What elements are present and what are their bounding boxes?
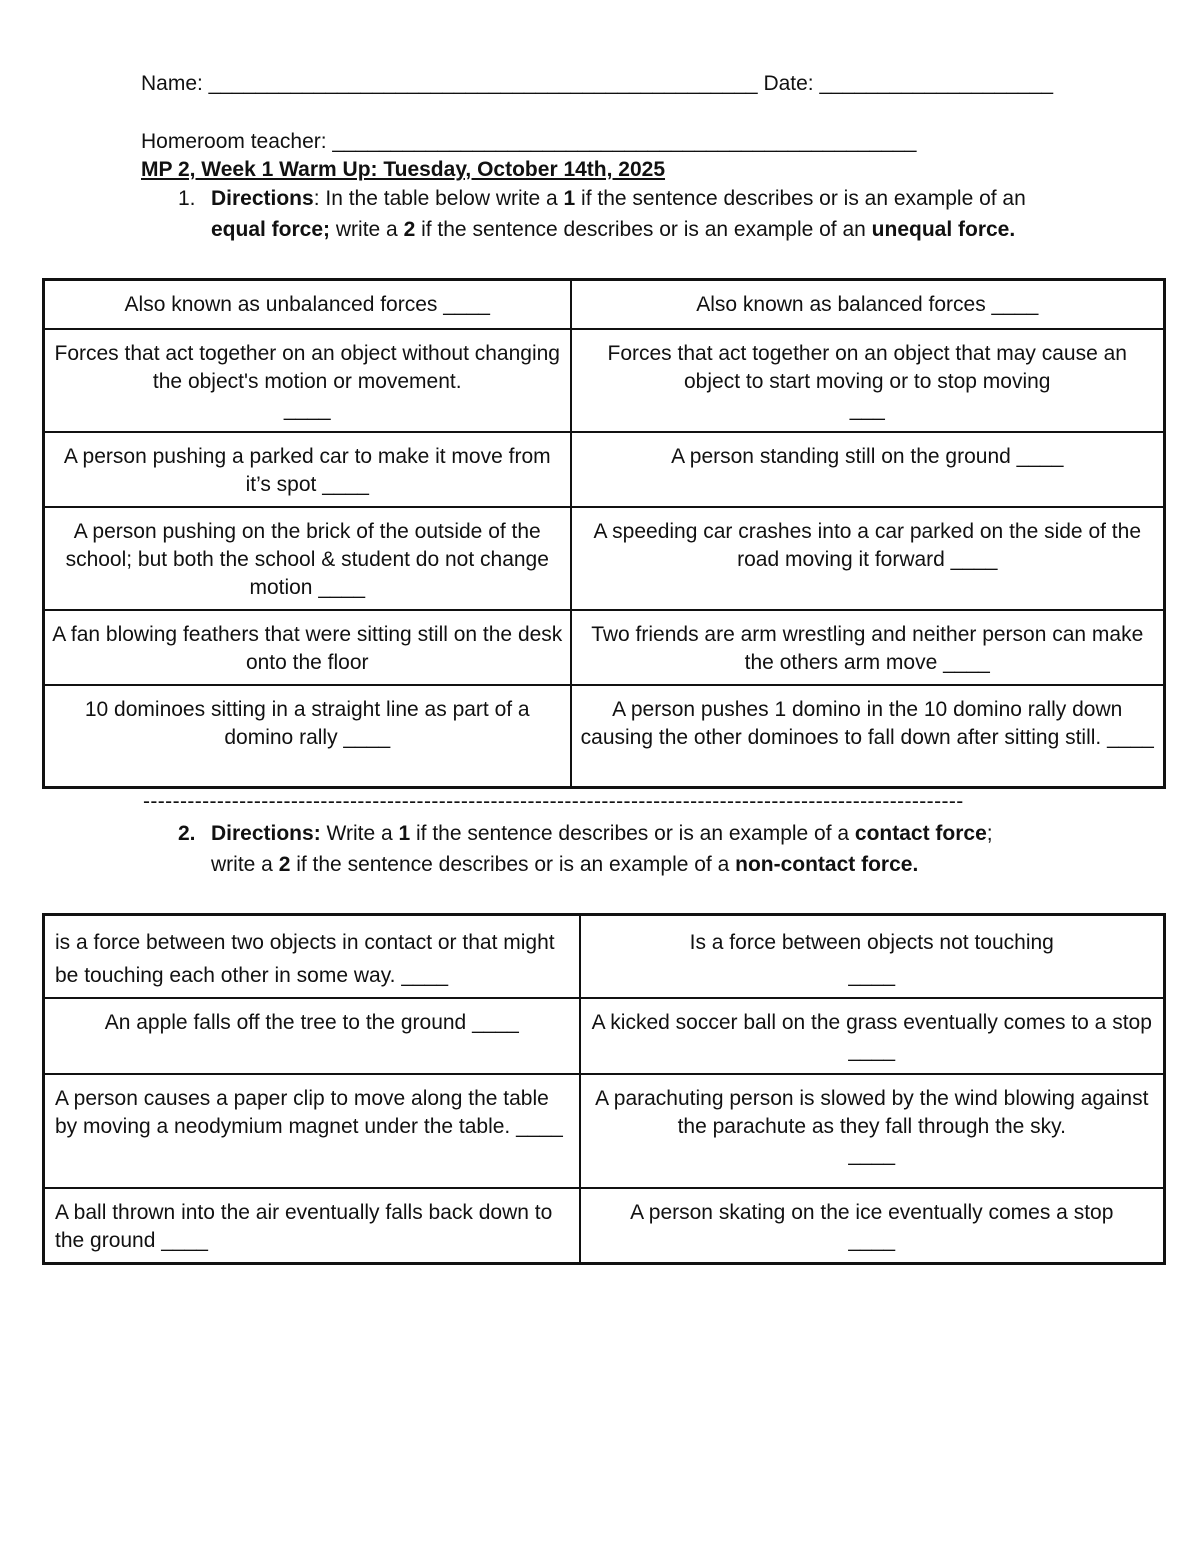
directions-2-contact: contact force — [854, 822, 987, 845]
directions-1-text-d: if the sentence describes or is an example of an — [415, 218, 872, 241]
homeroom-teacher-line[interactable]: Homeroom teacher: __________________________________________________ — [141, 130, 917, 153]
cell-text: Forces that act together on an object without changing the object's motion or movement. — [54, 341, 560, 393]
directions-1-two: 2 — [403, 218, 416, 241]
page-title: MP 2, Week 1 Warm Up: Tuesday, October 14th, 2025 — [141, 158, 666, 181]
table-cell[interactable]: An apple falls off the tree to the ground ____ — [44, 998, 580, 1074]
directions-2-text — [178, 818, 1031, 880]
table-row — [44, 915, 1165, 998]
table-row — [44, 1074, 1165, 1188]
table-row — [44, 329, 1165, 432]
table-cell[interactable]: A ball thrown into the air eventually falls back down to the ground ____ — [44, 1188, 580, 1264]
directions-1-text — [178, 183, 1058, 245]
table-row — [44, 432, 1165, 507]
directions-1-text-b: if the sentence describes or is an example of an — [575, 187, 1026, 210]
table-row — [44, 998, 1165, 1074]
directions-1-equal: equal force; — [211, 218, 331, 241]
directions-1-text-c: write a — [330, 218, 404, 241]
table-cell[interactable] — [571, 329, 1165, 432]
table-row — [44, 685, 1165, 788]
cell-text: Forces that act together on an object that may cause an object to start moving or to stop moving — [607, 341, 1127, 393]
answer-blank[interactable]: ___ — [849, 397, 885, 421]
table-cell[interactable]: A speeding car crashes into a car parked on the side of the road moving it forward ____ — [571, 507, 1165, 610]
table-cell[interactable] — [44, 329, 571, 432]
directions-2-label: Directions: — [211, 822, 321, 845]
table-cell[interactable]: A person pushes 1 domino in the 10 domino rally down causing the other dominoes to fall down after sitting still. ____ — [571, 685, 1165, 788]
directions-2-one: 1 — [398, 822, 411, 845]
table-cell[interactable]: A fan blowing feathers that were sitting still on the desk onto the floor — [44, 610, 571, 685]
equal-unequal-force-table — [42, 278, 1166, 789]
directions-2-text-c: ; write a — [211, 822, 993, 876]
table-cell[interactable]: A person pushing on the brick of the outside of the school; but both the school & student do not change motion ____ — [44, 507, 571, 610]
table-cell[interactable]: A kicked soccer ball on the grass eventually comes to a stop ____ — [580, 998, 1165, 1074]
table-cell[interactable] — [580, 1188, 1165, 1264]
table-cell[interactable] — [580, 915, 1165, 998]
directions-1-number: 1. — [178, 187, 196, 210]
directions-2-text-b: if the sentence describes or is an example of a — [410, 822, 855, 845]
name-date-line[interactable]: Name: _______________________________________________ Date: ____________________ — [141, 72, 1054, 95]
table-row — [44, 507, 1165, 610]
section-separator: --------------------------------------------------------------------------------------------------------------- — [143, 790, 964, 813]
answer-blank[interactable]: ____ — [848, 1142, 896, 1166]
table-cell[interactable] — [580, 1074, 1165, 1188]
directions-2-text-d: if the sentence describes or is an example of a — [290, 853, 736, 876]
table-row — [44, 280, 1165, 329]
directions-1 — [178, 183, 1058, 245]
cell-text: A parachuting person is slowed by the wind blowing against the parachute as they fall through the sky. — [595, 1086, 1149, 1138]
directions-2 — [178, 818, 1058, 880]
answer-blank[interactable]: ____ — [283, 397, 331, 421]
cell-text: A person skating on the ice eventually comes a stop — [630, 1200, 1114, 1224]
contact-noncontact-force-table — [42, 913, 1166, 1265]
directions-2-noncontact: non-contact force. — [735, 853, 919, 876]
directions-2-two: 2 — [278, 853, 291, 876]
table-cell[interactable]: A person pushing a parked car to make it move from it’s spot ____ — [44, 432, 571, 507]
directions-1-unequal: unequal force. — [871, 218, 1016, 241]
directions-2-text-a: Write a — [320, 822, 399, 845]
table-cell[interactable]: Two friends are arm wrestling and neither person can make the others arm move ____ — [571, 610, 1165, 685]
directions-1-text-a: : In the table below write a — [313, 187, 564, 210]
directions-2-number: 2. — [178, 822, 196, 845]
directions-1-one: 1 — [563, 187, 576, 210]
table-row — [44, 1188, 1165, 1264]
directions-1-label: Directions — [211, 187, 314, 210]
answer-blank[interactable]: ____ — [848, 964, 896, 987]
table-cell[interactable]: Also known as unbalanced forces ____ — [44, 280, 571, 329]
cell-text: Is a force between objects not touching — [689, 931, 1054, 954]
table-cell[interactable]: 10 dominoes sitting in a straight line as part of a domino rally ____ — [44, 685, 571, 788]
table-cell[interactable]: is a force between two objects in contact or that might be touching each other in some way. ____ — [44, 915, 580, 998]
table-cell[interactable]: A person standing still on the ground ____ — [571, 432, 1165, 507]
table-cell[interactable]: Also known as balanced forces ____ — [571, 280, 1165, 329]
table-row — [44, 610, 1165, 685]
answer-blank[interactable]: ____ — [848, 1228, 896, 1252]
table-cell[interactable]: A person causes a paper clip to move along the table by moving a neodymium magnet under the table. ____ — [44, 1074, 580, 1188]
